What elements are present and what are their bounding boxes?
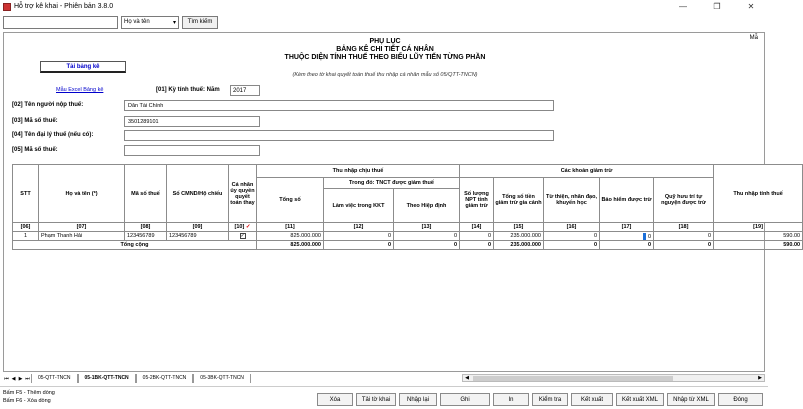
total-agreement: 0 xyxy=(394,241,460,250)
heading-progressive: THUỘC DIỆN TÍNH THUẾ THEO BIỂU LŨY TIẾN TỪNG PHẦN xyxy=(284,54,486,61)
main-panel xyxy=(3,32,801,372)
total-total: 825.000.000 xyxy=(257,241,324,250)
totals-row xyxy=(13,241,803,250)
excel-template-link[interactable]: Mẫu Excel Bảng kê xyxy=(56,87,104,93)
cell-taxed-income[interactable]: 590.00 xyxy=(714,232,803,241)
col-stt: STT xyxy=(13,165,39,223)
statement-table xyxy=(12,164,803,250)
sheet-tab-05-3bk[interactable]: 05-3BK-QTT-TNCN xyxy=(193,374,251,383)
total-pension: 0 xyxy=(654,241,714,250)
col-tax-code: Mã số thuế xyxy=(125,165,167,223)
total-taxed-income: 590.00 xyxy=(714,241,803,250)
load-statement-button[interactable]: Tải bảng kê xyxy=(40,61,126,73)
index-cell: [14] xyxy=(460,223,494,232)
col-authorized: Cá nhân ủy quyền quyết toán thay xyxy=(229,165,257,223)
index-cell: [19] xyxy=(714,223,803,232)
cell-kkt[interactable]: 0 xyxy=(324,232,394,241)
check-button[interactable]: Kiểm tra xyxy=(532,393,568,406)
col-deductions: Các khoản giảm trừ xyxy=(460,165,714,178)
tax-code-field[interactable]: 3501289101 xyxy=(124,116,260,127)
total-kkt: 0 xyxy=(324,241,394,250)
index-cell: [12] xyxy=(324,223,394,232)
reenter-button[interactable]: Nhập lại xyxy=(399,393,437,406)
col-agreement: Theo Hiệp định xyxy=(394,189,460,223)
tax-year-field[interactable]: 2017 xyxy=(230,85,260,96)
export-button[interactable]: Kết xuất xyxy=(571,393,613,406)
index-row xyxy=(13,223,803,232)
chevron-down-icon: ▾ xyxy=(172,19,176,26)
total-dependents: 0 xyxy=(460,241,494,250)
scrollbar-thumb[interactable] xyxy=(473,376,673,381)
horizontal-scrollbar[interactable] xyxy=(462,374,765,382)
title-bar xyxy=(0,0,768,13)
heading-subnote: (Kèm theo tờ khai quyết toán thuế thu nhập cá nhân mẫu số 05/QTT-TNCN) xyxy=(292,72,478,78)
index-cell: [11] xyxy=(257,223,324,232)
totals-label: Tổng cộng xyxy=(13,241,257,250)
index-cell: [16] xyxy=(544,223,600,232)
tax-code-label: [03] Mã số thuế: xyxy=(12,118,58,124)
col-total: Tổng số xyxy=(257,178,324,223)
heading-appendix: PHỤ LỤC xyxy=(369,38,401,45)
search-field-value: Họ và tên xyxy=(124,19,150,25)
cell-authorized[interactable] xyxy=(229,232,257,241)
delete-row-hint: Bấm F6 - Xóa dòng xyxy=(3,398,51,404)
next-sheet-icon[interactable]: ▶ xyxy=(18,375,23,382)
app-icon xyxy=(3,3,11,11)
cell-name[interactable]: Phạm Thanh Hải xyxy=(39,232,125,241)
scroll-right-icon[interactable]: ▶ xyxy=(758,375,762,381)
index-cell: [07] xyxy=(39,223,125,232)
index-cell: [17] xyxy=(600,223,654,232)
sheet-tab-05-qtt[interactable]: 05-QTT-TNCN xyxy=(31,374,78,383)
window-title: Hỗ trợ kê khai - Phiên bản 3.8.0 xyxy=(14,3,114,10)
close-button[interactable]: ✕ xyxy=(747,2,755,11)
cell-total[interactable]: 825.000.000 xyxy=(257,232,324,241)
index-cell: [13] xyxy=(394,223,460,232)
col-pension: Quỹ hưu trí tự nguyện được trừ xyxy=(654,178,714,223)
col-insurance: Bảo hiểm được trừ xyxy=(600,178,654,223)
add-row-hint: Bấm F5 - Thêm dòng xyxy=(3,390,55,396)
save-button[interactable]: Ghi xyxy=(440,393,490,406)
cell-family-deduction[interactable]: 235.000.000 xyxy=(494,232,544,241)
table-row[interactable] xyxy=(13,232,803,241)
prev-sheet-icon[interactable]: ◀ xyxy=(11,375,16,382)
col-in-which: Trong đó: TNCT được giảm thuế xyxy=(324,178,460,189)
cell-agreement[interactable]: 0 xyxy=(394,232,460,241)
total-family-deduction: 235.000.000 xyxy=(494,241,544,250)
last-sheet-icon[interactable]: ⏭ xyxy=(25,375,30,382)
col-kkt: Làm việc trong KKT xyxy=(324,189,394,223)
index-cell: [08] xyxy=(125,223,167,232)
col-family-deduction: Tổng số tiền giảm trừ gia cảnh xyxy=(494,178,544,223)
index-cell: [10] ✓ xyxy=(229,223,257,232)
sheet-tab-05-2bk[interactable]: 05-2BK-QTT-TNCN xyxy=(136,374,194,383)
search-field-select[interactable] xyxy=(121,16,179,29)
statement-grid xyxy=(12,164,801,284)
search-input[interactable] xyxy=(3,16,118,29)
col-taxed-income: Thu nhập tính thuế xyxy=(714,165,803,223)
index-cell: [15] xyxy=(494,223,544,232)
col-name: Họ và tên (*) xyxy=(39,165,125,223)
cell-dependents[interactable]: 0 xyxy=(460,232,494,241)
close-form-button[interactable]: Đóng xyxy=(718,393,763,406)
tax-agent-field[interactable] xyxy=(124,130,554,141)
cell-stt[interactable]: 1 xyxy=(13,232,39,241)
tax-period-label: [01] Kỳ tính thuế: Năm xyxy=(156,87,220,93)
cell-charity[interactable]: 0 xyxy=(544,232,600,241)
export-xml-button[interactable]: Kết xuất XML xyxy=(616,393,664,406)
taxpayer-name-label: [02] Tên người nộp thuế: xyxy=(12,102,84,108)
minimize-button[interactable]: — xyxy=(679,2,687,11)
heading-statement: BẢNG KÊ CHI TIẾT CÁ NHÂN xyxy=(336,46,434,53)
col-dependents: Số lượng NPT tính giảm trừ xyxy=(460,178,494,223)
text-cursor-icon xyxy=(643,233,646,240)
agent-tax-code-label: [05] Mã số thuế: xyxy=(12,147,58,153)
load-declaration-button[interactable]: Tải tờ khai xyxy=(356,393,396,406)
total-insurance: 0 xyxy=(600,241,654,250)
footer-bar xyxy=(0,386,768,409)
maximize-button[interactable]: ❐ xyxy=(713,2,721,11)
checkmark-icon: ✓ xyxy=(245,224,251,230)
scroll-left-icon[interactable]: ◀ xyxy=(465,375,469,381)
print-button[interactable]: In xyxy=(493,393,529,406)
tax-agent-label: [04] Tên đại lý thuế (nếu có): xyxy=(12,132,94,138)
index-cell: [06] xyxy=(13,223,39,232)
taxpayer-name-field[interactable]: Dân Tài Chính xyxy=(124,100,554,111)
search-bar xyxy=(0,14,768,30)
import-xml-button[interactable]: Nhập từ XML xyxy=(667,393,715,406)
cell-insurance[interactable]: 0 xyxy=(600,232,654,241)
cell-pension[interactable]: 0 xyxy=(654,232,714,241)
col-charity: Từ thiện, nhân đạo, khuyến học xyxy=(544,178,600,223)
total-charity: 0 xyxy=(544,241,600,250)
col-id-card: Số CMND/Hộ chiếu xyxy=(167,165,229,223)
document-heading xyxy=(4,35,766,62)
index-cell: [18] xyxy=(654,223,714,232)
corner-label: Mẫ xyxy=(749,35,758,41)
first-sheet-icon[interactable]: ⏮ xyxy=(4,375,9,382)
cell-id-card[interactable]: 123456789 xyxy=(167,232,229,241)
cell-tax-code[interactable]: 123456789 xyxy=(125,232,167,241)
sheet-tab-bar xyxy=(3,374,461,383)
search-button[interactable]: Tìm kiếm xyxy=(182,16,218,29)
agent-tax-code-field[interactable] xyxy=(124,145,260,156)
col-taxable-income: Thu nhập chịu thuế xyxy=(257,165,460,178)
delete-button[interactable]: Xóa xyxy=(317,393,353,406)
index-cell: [09] xyxy=(167,223,229,232)
authorized-checkbox[interactable]: ✓ xyxy=(240,233,245,239)
sheet-tab-05-1bk[interactable]: 05-1BK-QTT-TNCN xyxy=(78,374,136,383)
